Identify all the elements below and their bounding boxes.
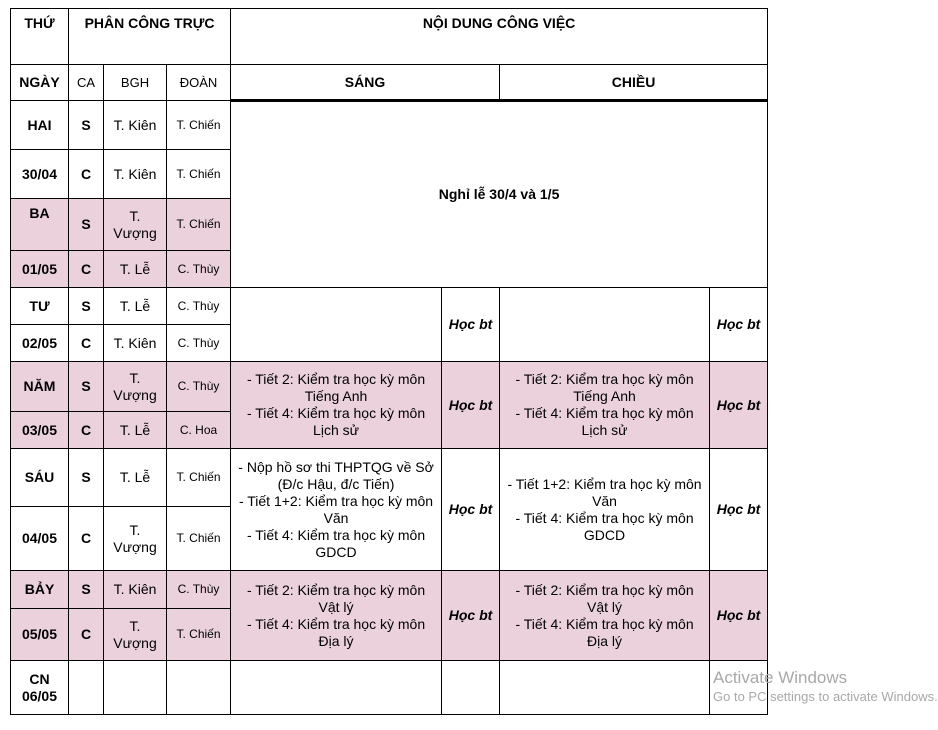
holiday-note: Nghỉ lễ 30/4 và 1/5 <box>231 101 768 288</box>
empty-cell <box>69 661 104 715</box>
study-status-morning: Học bt <box>442 571 500 661</box>
task-item: - Tiết 1+2: Kiểm tra học kỳ môn Văn <box>507 475 702 509</box>
task-item: - Tiết 4: Kiểm tra học kỳ môn Địa lý <box>515 615 694 649</box>
task-item: - Tiết 4: Kiểm tra học kỳ môn Lịch sử <box>515 405 694 438</box>
activate-windows-watermark <box>713 668 938 706</box>
shift-label: S <box>69 199 104 251</box>
watermark-title: Activate Windows <box>713 668 848 687</box>
bgh-name: T. Vượng <box>104 199 167 251</box>
header-thu: THỨ <box>11 9 69 65</box>
row-nam-s <box>11 362 768 412</box>
day-label: CN <box>29 670 50 687</box>
date-label: 30/04 <box>11 150 69 199</box>
bgh-name: T. Lễ <box>104 251 167 288</box>
doan-name: C. Thùy <box>167 251 231 288</box>
day-label: NĂM <box>11 362 69 412</box>
date-label: 02/05 <box>11 325 69 362</box>
row-hai-s <box>11 101 768 150</box>
header-row-2 <box>11 65 768 101</box>
shift-label: C <box>69 507 104 571</box>
study-status-morning: Học bt <box>442 288 500 362</box>
bgh-name: T. Vượng <box>104 609 167 661</box>
row-sau-s <box>11 449 768 507</box>
task-item: - Tiết 2: Kiểm tra học kỳ môn Vật lý <box>246 581 426 615</box>
study-status-afternoon: Học bt <box>710 288 768 362</box>
header-ngay: NGÀY <box>11 65 69 101</box>
bgh-name: T. Kiên <box>104 325 167 362</box>
morning-tasks <box>231 449 442 571</box>
doan-name: C. Hoa <box>167 412 231 449</box>
doan-name: T. Chiến <box>167 449 231 507</box>
shift-label: C <box>69 412 104 449</box>
study-status-afternoon: Học bt <box>710 362 768 449</box>
doan-name: T. Chiến <box>167 609 231 661</box>
schedule-table <box>10 8 768 715</box>
task-item: - Tiết 1+2: Kiểm tra học kỳ môn Văn <box>238 492 434 526</box>
day-label: TƯ <box>11 288 69 325</box>
bgh-name: T. Kiên <box>104 571 167 609</box>
date-label: 03/05 <box>11 412 69 449</box>
bgh-name: T. Lễ <box>104 449 167 507</box>
morning-tasks <box>231 362 442 449</box>
empty-cell <box>104 661 167 715</box>
shift-label: C <box>69 609 104 661</box>
bgh-name: T. Lễ <box>104 288 167 325</box>
header-doan: ĐOÀN <box>167 65 231 101</box>
study-status-morning: Học bt <box>442 449 500 571</box>
doan-name: T. Chiến <box>167 507 231 571</box>
bgh-name: T. Vượng <box>104 507 167 571</box>
row-tu-s <box>11 288 768 325</box>
day-label: HAI <box>11 101 69 150</box>
doan-name: T. Chiến <box>167 101 231 150</box>
afternoon-tasks <box>500 362 710 449</box>
header-ca: CA <box>69 65 104 101</box>
header-row-1 <box>11 9 768 65</box>
bgh-name: T. Lễ <box>104 412 167 449</box>
task-item: - Nộp hồ sơ thi THPTQG về Sở (Đ/c Hậu, đ/c Tiến) <box>238 458 434 492</box>
header-noi-dung: NỘI DUNG CÔNG VIỆC <box>231 9 768 65</box>
task-item: - Tiết 4: Kiểm tra học kỳ môn GDCD <box>515 509 694 543</box>
afternoon-tasks <box>500 288 710 362</box>
day-label: BA <box>11 199 69 251</box>
doan-name: T. Chiến <box>167 150 231 199</box>
empty-cell <box>442 661 500 715</box>
task-item: - Tiết 4: Kiểm tra học kỳ môn Lịch sử <box>246 405 426 438</box>
shift-label: C <box>69 150 104 199</box>
header-phan-cong-truc: PHÂN CÔNG TRỰC <box>69 9 231 65</box>
duty-schedule <box>10 8 767 723</box>
doan-name: C. Thùy <box>167 362 231 412</box>
shift-label: C <box>69 325 104 362</box>
doan-name: T. Chiến <box>167 199 231 251</box>
shift-label: S <box>69 101 104 150</box>
study-status-afternoon: Học bt <box>710 571 768 661</box>
task-item: - Tiết 2: Kiểm tra học kỳ môn Tiếng Anh <box>246 371 426 404</box>
doan-name: C. Thùy <box>167 288 231 325</box>
shift-label: C <box>69 251 104 288</box>
header-chieu: CHIỀU <box>500 65 768 101</box>
day-date-cn <box>11 661 69 715</box>
header-bgh: BGH <box>104 65 167 101</box>
task-item: - Tiết 4: Kiểm tra học kỳ môn GDCD <box>246 526 426 560</box>
doan-name: C. Thùy <box>167 325 231 362</box>
shift-label: S <box>69 571 104 609</box>
bgh-name: T. Kiên <box>104 101 167 150</box>
task-item: - Tiết 2: Kiểm tra học kỳ môn Tiếng Anh <box>515 371 694 404</box>
afternoon-tasks <box>500 571 710 661</box>
shift-label: S <box>69 449 104 507</box>
empty-cell <box>167 661 231 715</box>
shift-label: S <box>69 288 104 325</box>
row-bay-s <box>11 571 768 609</box>
day-label: BẢY <box>11 571 69 609</box>
empty-cell <box>500 661 710 715</box>
study-status-afternoon: Học bt <box>710 449 768 571</box>
row-cn <box>11 661 768 715</box>
bgh-name: T. Kiên <box>104 150 167 199</box>
date-label: 06/05 <box>21 687 58 704</box>
afternoon-tasks <box>500 449 710 571</box>
watermark-subtitle: Go to PC settings to activate Windows. <box>713 689 938 704</box>
bgh-name: T. Vượng <box>104 362 167 412</box>
task-item: - Tiết 4: Kiểm tra học kỳ môn Địa lý <box>246 615 426 649</box>
shift-label: S <box>69 362 104 412</box>
morning-tasks <box>231 571 442 661</box>
day-label: SÁU <box>11 449 69 507</box>
doan-name: C. Thùy <box>167 571 231 609</box>
header-sang: SÁNG <box>231 65 500 101</box>
date-label: 01/05 <box>11 251 69 288</box>
morning-tasks <box>231 288 442 362</box>
study-status-morning: Học bt <box>442 362 500 449</box>
date-label: 04/05 <box>11 507 69 571</box>
empty-cell <box>231 661 442 715</box>
task-item: - Tiết 2: Kiểm tra học kỳ môn Vật lý <box>515 581 694 615</box>
date-label: 05/05 <box>11 609 69 661</box>
